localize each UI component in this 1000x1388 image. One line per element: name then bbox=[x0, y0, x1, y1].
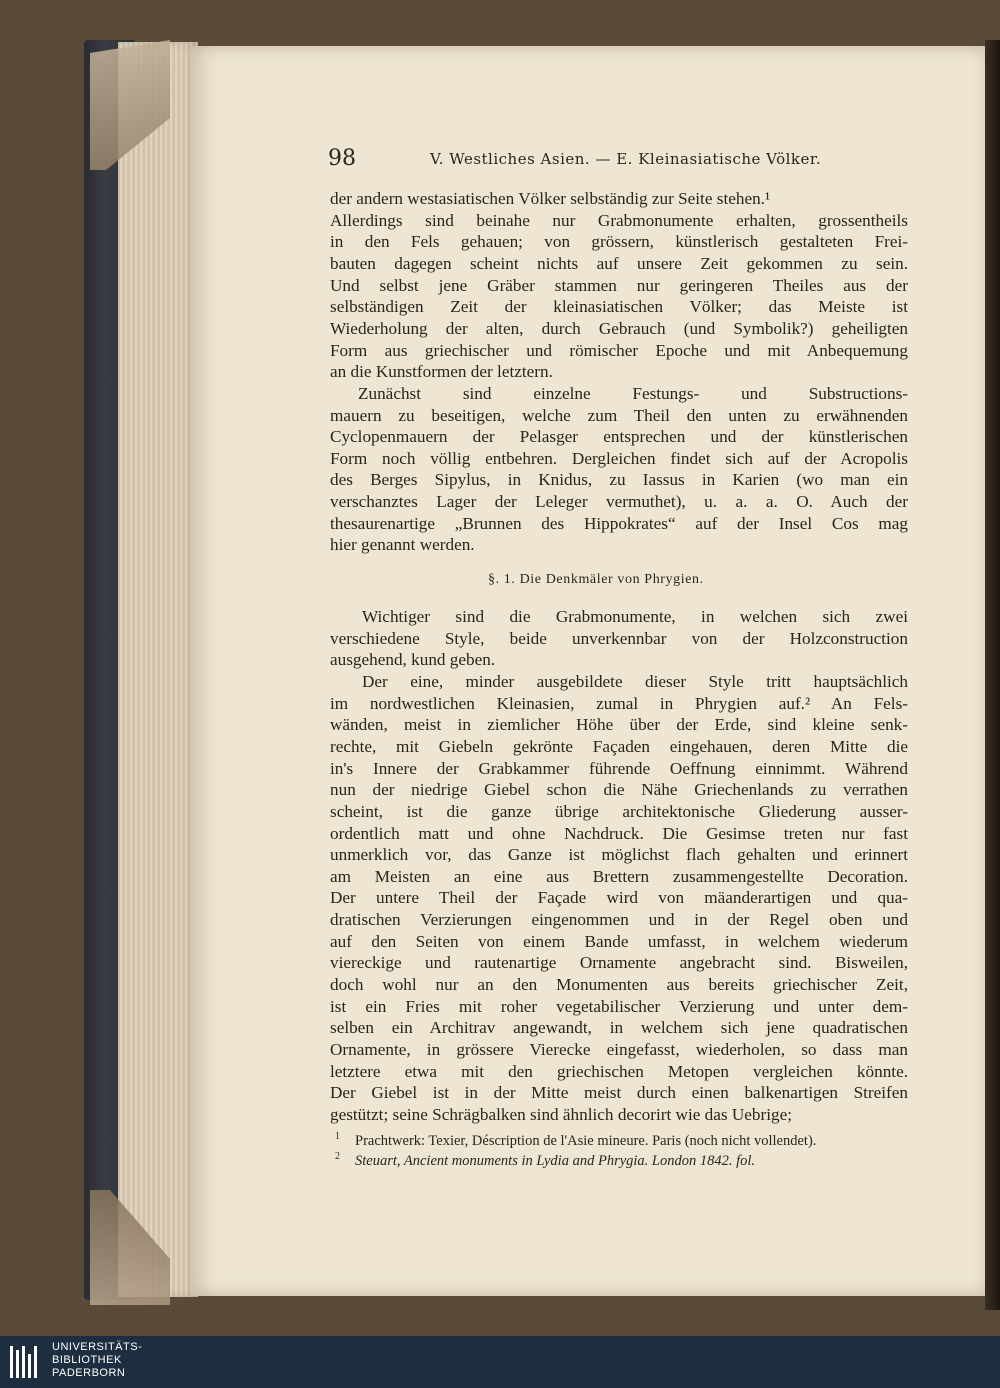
text-line: auf den Seiten von einem Bande umfasst, in welchem wiederum bbox=[330, 931, 908, 951]
text-line: bauten dagegen scheint nichts auf unsere Zeit gekommen zu sein. bbox=[330, 253, 908, 273]
text-line: gestützt; seine Schrägbalken sind ähnlich decorirt wie das Uebrige; bbox=[330, 1104, 793, 1124]
text-line: mauern zu beseitigen, welche zum Theil den unten zu erwähnenden bbox=[330, 405, 908, 425]
text-line: Der Giebel ist in der Mitte meist durch einen balkenartigen Streifen bbox=[330, 1083, 908, 1103]
text-line: wänden, meist in ziemlicher Höhe über der Erde, sind kleine senk- bbox=[330, 715, 908, 735]
text-line: letztere etwa mit den griechischen Metopen vergleichen könnte. bbox=[330, 1061, 908, 1081]
text-line: dratischen Verzierungen eingenommen und in der Regel oben und bbox=[330, 910, 908, 930]
text-line: Der untere Theil der Façade wird von mäanderartigen und qua- bbox=[330, 888, 908, 908]
text-line: Ornamente, in grössere Vierecke eingefasst, wiederholen, so dass man bbox=[330, 1040, 908, 1059]
page-edges bbox=[118, 42, 198, 1297]
text-line: unmerklich vor, das Ganze ist möglichst flach gehalten und erinnert bbox=[330, 845, 908, 865]
text-line: in den Fels gehauen; von grössern, künstlerisch gestalteten Frei- bbox=[330, 232, 908, 252]
text-line: Cyclopenmauern der Pelasger entsprechen und der künstlerischen bbox=[330, 427, 908, 447]
text-line: ausgehend, kund geben. bbox=[330, 650, 496, 670]
text-line: ordentlich matt und ohne Nachdruck. Die Gesimse treten nur fast bbox=[330, 823, 908, 843]
text-line: selben ein Architrav angewandt, in welchem sich jene quadratischen bbox=[330, 1018, 908, 1038]
text-line: Zunächst sind einzelne Festungs- und Substructions- bbox=[358, 383, 908, 403]
text-line: thesaurenartige „Brunnen des Hippokrates“ auf der Insel Cos mag bbox=[330, 513, 908, 533]
logo-line-1: UNIVERSITÄTS- bbox=[52, 1341, 143, 1353]
text-line: verschiedene Style, beide unverkennbar von der Holzconstruction bbox=[330, 628, 908, 648]
text-line: rechte, mit Giebeln gekrönte Façaden eingehauen, deren Mitte die bbox=[330, 736, 908, 756]
text-line: Der eine, minder ausgebildete dieser Style tritt hauptsächlich bbox=[362, 671, 908, 691]
text-line: scheint, ist die ganze übrige architektonische Gliederung ausser- bbox=[330, 801, 908, 821]
text-line: in's Innere der Grabkammer führende Oeffnung einnimmt. Während bbox=[330, 758, 908, 778]
text-line: hier genannt werden. bbox=[330, 535, 475, 555]
section-heading: §. 1. Die Denkmäler von Phrygien. bbox=[488, 572, 704, 587]
text-line: selbständigen Zeit der kleinasiatischen Völker; das Meiste ist bbox=[330, 297, 908, 317]
text-line: verschanztes Lager der Leleger vermuthet), u. a. a. O. Auch der bbox=[330, 492, 908, 512]
library-footer-bar bbox=[0, 1336, 1000, 1388]
text-line: Und selbst jene Gräber stammen nur geringeren Theiles aus der bbox=[330, 275, 908, 295]
page-number: 98 bbox=[328, 146, 356, 171]
library-logo-icon bbox=[8, 1344, 44, 1380]
logo-line-3: PADERBORN bbox=[52, 1367, 126, 1379]
running-title: V. Westliches Asien. — E. Kleinasiatische Völker. bbox=[430, 150, 822, 168]
footnote-text: Prachtwerk: Texier, Déscription de l'Asie mineure. Paris (noch nicht vollendet). bbox=[355, 1133, 817, 1149]
gutter-shadow bbox=[985, 40, 1000, 1310]
footnote-mark: 2 bbox=[335, 1151, 340, 1162]
footnote-text: Steuart, Ancient monuments in Lydia and Phrygia. London 1842. fol. bbox=[355, 1153, 756, 1169]
text-line: Form aus griechischer und römischer Epoche und mit Anbequemung bbox=[330, 340, 908, 360]
text-line: Form noch völlig entbehren. Dergleichen findet sich auf der Acropolis bbox=[330, 448, 908, 468]
text-line: des Berges Sipylus, in Knidus, zu Iassus in Karien (wo man ein bbox=[330, 470, 908, 490]
text-line: ist ein Fries mit roher vegetabilischer Verzierung und unter dem- bbox=[330, 996, 908, 1016]
text-line: Wichtiger sind die Grabmonumente, in welchen sich zwei bbox=[362, 607, 908, 626]
text-line: viereckige und rautenartige Ornamente angebracht sind. Bisweilen, bbox=[330, 953, 908, 973]
text-line: im nordwestlichen Kleinasien, zumal in Phrygien auf.² An Fels- bbox=[330, 693, 908, 713]
text-line: Wiederholung der alten, durch Gebrauch (und Symbolik?) geheiligten bbox=[330, 318, 908, 338]
text-line: doch wohl nur an den Monumenten aus bereits griechischer Zeit, bbox=[330, 975, 908, 995]
text-line: nun der niedrige Giebel schon die Nähe Griechenlands zu verrathen bbox=[330, 780, 908, 800]
footnote-mark: 1 bbox=[335, 1131, 340, 1142]
logo-line-2: BIBLIOTHEK bbox=[52, 1354, 122, 1366]
text-line: Allerdings sind beinahe nur Grabmonumente erhalten, grossentheils bbox=[330, 210, 908, 230]
text-line: am Meisten an eine aus Brettern zusammengestellte Decoration. bbox=[330, 866, 908, 886]
text-line: an die Kunstformen der letztern. bbox=[330, 362, 553, 382]
text-line: der andern westasiatischen Völker selbständig zur Seite stehen.¹ bbox=[330, 189, 771, 208]
